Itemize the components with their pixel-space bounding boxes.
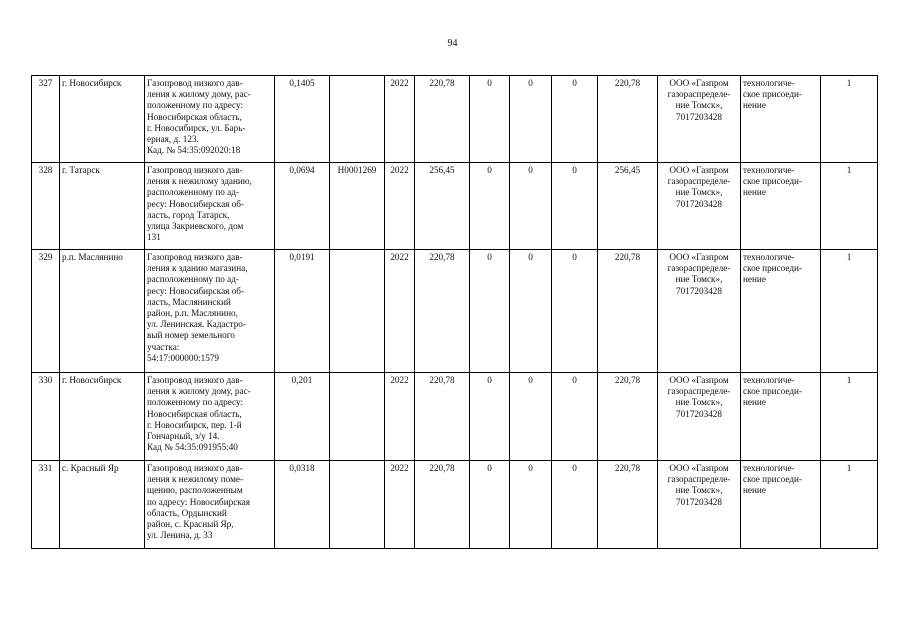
count-cell: 1 [821, 373, 878, 461]
row-number: 327 [32, 76, 60, 163]
code-cell [330, 250, 385, 373]
value-cell-4: 220,78 [598, 250, 658, 373]
length-cell: 0,201 [275, 373, 330, 461]
value-cell-3: 0 [552, 373, 598, 461]
organization-cell: ООО «Газпром газораспределе- ние Томск», 7017203428 [658, 163, 741, 250]
description-cell: Газопровод низкого дав- ления к жилому дому, рас- положенному по адресу: Новосибирская область, г. Новосибирск, ул. Барь- ерная, д. 123. Кад. № 54:35:092020:18 [145, 76, 275, 163]
gas-pipeline-table [31, 75, 878, 549]
purpose-cell: технологиче- ское присоеди- нение [741, 76, 821, 163]
year-cell: 2022 [385, 373, 415, 461]
value-cell-2: 0 [510, 76, 552, 163]
organization-cell: ООО «Газпром газораспределе- ние Томск», 7017203428 [658, 76, 741, 163]
value-cell-4: 220,78 [598, 76, 658, 163]
table-row [32, 373, 878, 461]
value-cell-4: 220,78 [598, 373, 658, 461]
code-cell: Н0001269 [330, 163, 385, 250]
year-cell: 2022 [385, 250, 415, 373]
count-cell: 1 [821, 250, 878, 373]
year-cell: 2022 [385, 76, 415, 163]
settlement-cell: р.п. Маслянино [60, 250, 145, 373]
code-cell [330, 373, 385, 461]
total-cell: 220,78 [415, 76, 470, 163]
purpose-cell: технологиче- ское присоеди- нение [741, 461, 821, 549]
value-cell-1: 0 [470, 163, 510, 250]
length-cell: 0,0191 [275, 250, 330, 373]
value-cell-1: 0 [470, 461, 510, 549]
year-cell: 2022 [385, 163, 415, 250]
organization-cell: ООО «Газпром газораспределе- ние Томск», 7017203428 [658, 373, 741, 461]
value-cell-3: 0 [552, 250, 598, 373]
value-cell-2: 0 [510, 250, 552, 373]
total-cell: 220,78 [415, 461, 470, 549]
value-cell-2: 0 [510, 163, 552, 250]
value-cell-3: 0 [552, 76, 598, 163]
value-cell-2: 0 [510, 461, 552, 549]
row-number: 329 [32, 250, 60, 373]
code-cell [330, 461, 385, 549]
table-row [32, 76, 878, 163]
value-cell-2: 0 [510, 373, 552, 461]
description-cell: Газопровод низкого дав- ления к нежилому поме- щению, расположенным по адресу: Новосибирская область, Ордынский район, с. Красный Яр, ул. Ленина, д. 33 [145, 461, 275, 549]
settlement-cell: г. Новосибирск [60, 373, 145, 461]
table-row [32, 461, 878, 549]
value-cell-3: 0 [552, 461, 598, 549]
table-row [32, 163, 878, 250]
row-number: 328 [32, 163, 60, 250]
value-cell-1: 0 [470, 76, 510, 163]
description-cell: Газопровод низкого дав- ления к зданию магазина, расположенному по ад- ресу: Новосибирская об- ласть, Маслянинский район, р.п. Маслянино, ул. Ленинская. Кадастро- вый номер земельного участка: 54:17:000000:1579 [145, 250, 275, 373]
code-cell [330, 76, 385, 163]
description-cell: Газопровод низкого дав- ления к нежилому зданию, расположенному по ад- ресу: Новосибирская об- ласть, город Татарск, улица Закриевского, дом 131 [145, 163, 275, 250]
value-cell-1: 0 [470, 373, 510, 461]
settlement-cell: г. Новосибирск [60, 76, 145, 163]
year-cell: 2022 [385, 461, 415, 549]
total-cell: 256,45 [415, 163, 470, 250]
value-cell-4: 256,45 [598, 163, 658, 250]
value-cell-1: 0 [470, 250, 510, 373]
row-number: 331 [32, 461, 60, 549]
page-number: 94 [447, 38, 458, 49]
organization-cell: ООО «Газпром газораспределе- ние Томск», 7017203428 [658, 250, 741, 373]
purpose-cell: технологиче- ское присоеди- нение [741, 373, 821, 461]
total-cell: 220,78 [415, 373, 470, 461]
length-cell: 0,1405 [275, 76, 330, 163]
length-cell: 0,0318 [275, 461, 330, 549]
settlement-cell: с. Красный Яр [60, 461, 145, 549]
purpose-cell: технологиче- ское присоеди- нение [741, 163, 821, 250]
row-number: 330 [32, 373, 60, 461]
count-cell: 1 [821, 76, 878, 163]
organization-cell: ООО «Газпром газораспределе- ние Томск», 7017203428 [658, 461, 741, 549]
table-row [32, 250, 878, 373]
count-cell: 1 [821, 163, 878, 250]
settlement-cell: г. Татарск [60, 163, 145, 250]
purpose-cell: технологиче- ское присоеди- нение [741, 250, 821, 373]
value-cell-3: 0 [552, 163, 598, 250]
total-cell: 220,78 [415, 250, 470, 373]
description-cell: Газопровод низкого дав- ления к жилому дому, рас- положенному по адресу: Новосибирская область, г. Новосибирск, пер. 1-й Гончарный, з/у 14. Кад № 54:35:091955:40 [145, 373, 275, 461]
value-cell-4: 220,78 [598, 461, 658, 549]
count-cell: 1 [821, 461, 878, 549]
length-cell: 0,0694 [275, 163, 330, 250]
